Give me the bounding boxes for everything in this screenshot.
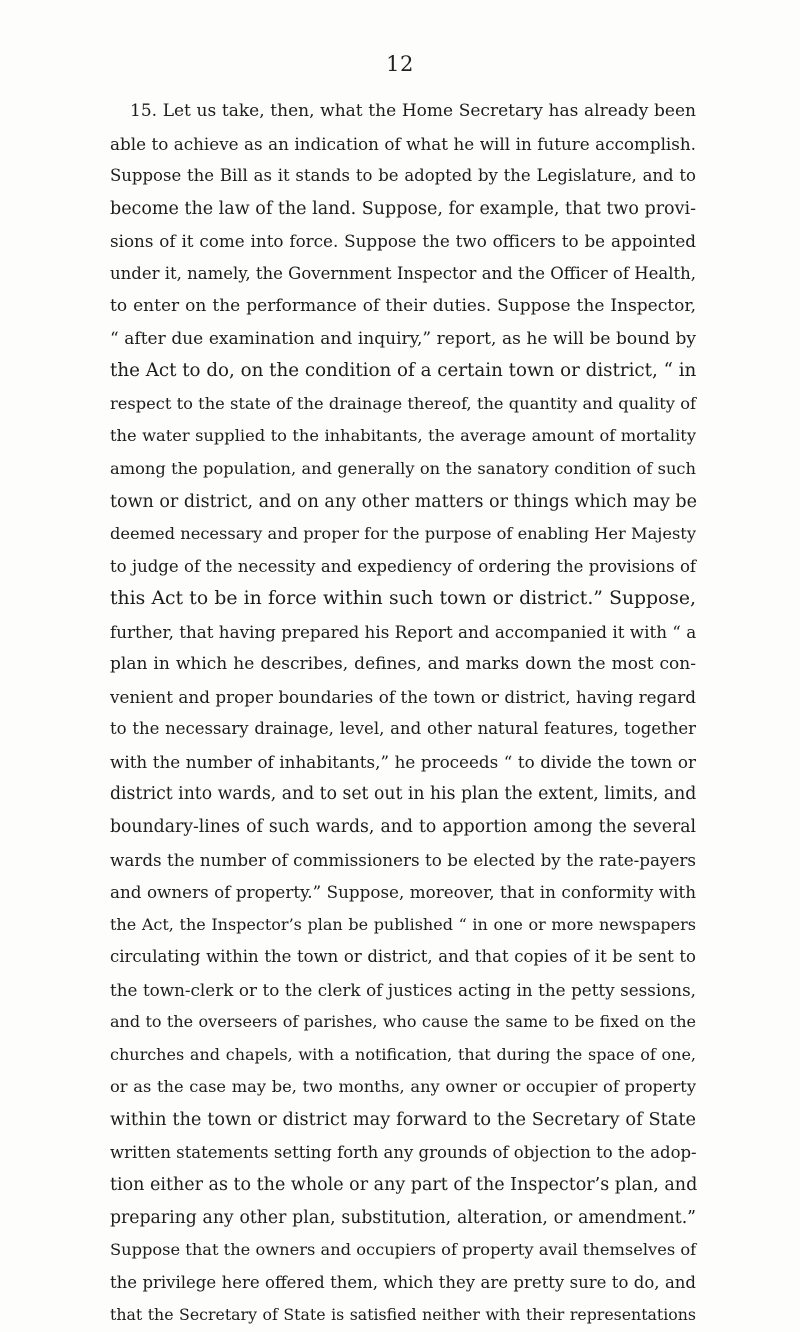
text-line: churches and chapels, with a notification, that during the space of one, [110, 1044, 696, 1064]
text-line: respect to the state of the drainage thereof, the quantity and quality of [110, 393, 696, 413]
text-line: the town-clerk or to the clerk of justices acting in the petty sessions, [110, 979, 696, 1000]
text-line: within the town or district may forward to the Secretary of State [110, 1109, 696, 1130]
text-line: venient and proper boundaries of the town or district, having regard [110, 686, 696, 707]
text-line: wards the number of commissioners to be elected by the rate-payers [110, 849, 696, 870]
text-line: boundary-lines of such wards, and to apportion among the several [110, 817, 696, 838]
text-line: further, that having prepared his Report and accompanied it with “ a [110, 621, 697, 642]
text-line: “ after due examination and inquiry,” report, as he will be bound by [110, 328, 696, 349]
text-line: that the Secretary of State is satisfied neither with their representations [110, 1305, 696, 1325]
page-number: 12 [386, 52, 414, 76]
text-line: able to achieve as an indication of what he will in future accomplish. [110, 133, 696, 154]
text-line: Suppose the Bill as it stands to be adopted by the Legislature, and to [110, 166, 696, 186]
text-line: or as the case may be, two months, any owner or occupier of property [110, 1077, 696, 1097]
text-line: to enter on the performance of their duties. Suppose the Inspector, [110, 296, 696, 317]
text-line: district into wards, and to set out in his plan the extent, limits, and [110, 784, 697, 805]
text-line: sions of it come into force. Suppose the two officers to be appointed [110, 231, 696, 252]
text-line: written statements setting forth any grounds of objection to the adop- [110, 1142, 697, 1162]
text-line: the Act, the Inspector’s plan be published “ in one or more newspapers [110, 914, 696, 934]
text-line: plan in which he describes, defines, and marks down the most con- [110, 654, 696, 675]
text-line: become the law of the land. Suppose, for example, that two provi- [110, 198, 696, 219]
text-line: and owners of property.” Suppose, moreover, that in conformity with [110, 882, 696, 903]
text-line: tion either as to the whole or any part of the Inspector’s plan, and [110, 1175, 698, 1196]
text-line: the Act to do, on the condition of a certain town or district, “ in [110, 360, 697, 382]
text-line: deemed necessary and proper for the purpose of enabling Her Majesty [110, 524, 696, 544]
text-line: preparing any other plan, substitution, alteration, or amendment.” [110, 1207, 696, 1228]
text-line: under it, namely, the Government Inspector and the Officer of Health, [110, 263, 696, 283]
text-line: the water supplied to the inhabitants, the average amount of mortality [110, 426, 696, 446]
text-line: circulating within the town or district, and that copies of it be sent to [110, 947, 696, 967]
text-line: to the necessary drainage, level, and other natural features, together [110, 719, 696, 739]
text-line: Suppose that the owners and occupiers of property avail themselves of [110, 1240, 697, 1260]
text-line: and to the overseers of parishes, who cause the same to be fixed on the [110, 1012, 696, 1032]
text-line: 15. Let us take, then, what the Home Secretary has already been [130, 101, 696, 121]
text-line: town or district, and on any other matters or things which may be [110, 491, 697, 512]
paragraph-15 [110, 95, 696, 1332]
text-line: this Act to be in force within such town or district.” Suppose, [110, 588, 696, 610]
text-line: to judge of the necessity and expediency of ordering the provisions of [110, 556, 696, 576]
text-line: among the population, and generally on the sanatory condition of such [110, 459, 696, 479]
text-line: with the number of inhabitants,” he proceeds “ to divide the town or [110, 751, 696, 772]
text-line: the privilege here offered them, which they are pretty sure to do, and [110, 1272, 696, 1292]
